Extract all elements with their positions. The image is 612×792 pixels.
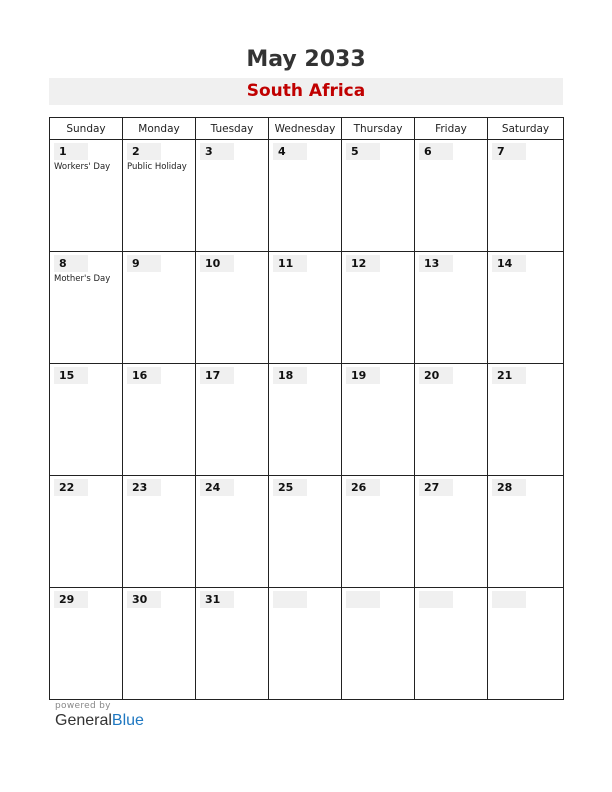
brand-blue: Blue [111, 712, 144, 729]
holiday-label: Mother's Day [54, 274, 111, 284]
day-cell [123, 140, 196, 252]
day-number: 17 [200, 367, 234, 384]
weekday-header: Thursday [342, 118, 415, 140]
day-number: 20 [419, 367, 453, 384]
weekday-header: Wednesday [269, 118, 342, 140]
day-number: 12 [346, 255, 380, 272]
day-cell [196, 476, 269, 588]
day-cell [342, 588, 415, 700]
weekday-header: Sunday [50, 118, 123, 140]
country-name: South Africa [246, 81, 366, 101]
day-number: 6 [419, 143, 453, 160]
day-cell [415, 588, 488, 700]
day-number: 26 [346, 479, 380, 496]
day-number: 29 [54, 591, 88, 608]
brand-general: General [55, 712, 112, 729]
weekday-header: Monday [123, 118, 196, 140]
day-number: 22 [54, 479, 88, 496]
day-cell [488, 252, 564, 364]
day-number: 23 [127, 479, 161, 496]
day-cell [123, 364, 196, 476]
day-cell [488, 364, 564, 476]
week-row [50, 252, 564, 364]
day-cell [50, 476, 123, 588]
holiday-label: Public Holiday [127, 162, 187, 172]
day-number: 14 [492, 255, 526, 272]
day-number: 10 [200, 255, 234, 272]
day-number: 11 [273, 255, 307, 272]
day-cell [415, 140, 488, 252]
day-number: 19 [346, 367, 380, 384]
weekday-header-row [50, 118, 564, 140]
day-cell [342, 364, 415, 476]
day-number: 1 [54, 143, 88, 160]
day-number [273, 591, 307, 608]
day-cell [415, 252, 488, 364]
footer [55, 701, 144, 730]
day-cell [269, 140, 342, 252]
day-cell [269, 588, 342, 700]
day-number: 25 [273, 479, 307, 496]
day-cell [488, 476, 564, 588]
day-number: 3 [200, 143, 234, 160]
day-cell [415, 476, 488, 588]
weekday-header: Friday [415, 118, 488, 140]
country-banner [49, 78, 563, 105]
day-cell [342, 252, 415, 364]
week-row [50, 140, 564, 252]
day-number: 30 [127, 591, 161, 608]
day-number: 18 [273, 367, 307, 384]
day-cell [342, 476, 415, 588]
day-number: 5 [346, 143, 380, 160]
day-cell [196, 364, 269, 476]
day-number [492, 591, 526, 608]
day-cell [342, 140, 415, 252]
day-cell [123, 252, 196, 364]
weekday-header: Tuesday [196, 118, 269, 140]
day-number [419, 591, 453, 608]
day-cell [50, 588, 123, 700]
day-cell [269, 364, 342, 476]
week-row [50, 588, 564, 700]
day-number: 7 [492, 143, 526, 160]
day-number: 15 [54, 367, 88, 384]
day-cell [196, 252, 269, 364]
holiday-label: Workers' Day [54, 162, 111, 172]
day-cell [50, 252, 123, 364]
day-number: 2 [127, 143, 161, 160]
day-number: 4 [273, 143, 307, 160]
day-cell [196, 140, 269, 252]
calendar-grid [49, 117, 564, 700]
day-number: 27 [419, 479, 453, 496]
day-cell [488, 588, 564, 700]
day-cell [50, 364, 123, 476]
page-title: May 2033 [246, 47, 366, 72]
powered-by-text: powered by [55, 701, 111, 711]
day-number: 24 [200, 479, 234, 496]
day-cell [269, 252, 342, 364]
day-number: 8 [54, 255, 88, 272]
day-number: 21 [492, 367, 526, 384]
day-number: 13 [419, 255, 453, 272]
day-cell [269, 476, 342, 588]
day-cell [123, 476, 196, 588]
day-number: 31 [200, 591, 234, 608]
day-number: 16 [127, 367, 161, 384]
day-cell [50, 140, 123, 252]
week-row [50, 476, 564, 588]
day-cell [488, 140, 564, 252]
weekday-header: Saturday [488, 118, 564, 140]
day-cell [123, 588, 196, 700]
day-cell [415, 364, 488, 476]
day-number: 9 [127, 255, 161, 272]
brand-logo[interactable] [55, 712, 144, 730]
day-cell [196, 588, 269, 700]
day-number: 28 [492, 479, 526, 496]
week-row [50, 364, 564, 476]
day-number [346, 591, 380, 608]
